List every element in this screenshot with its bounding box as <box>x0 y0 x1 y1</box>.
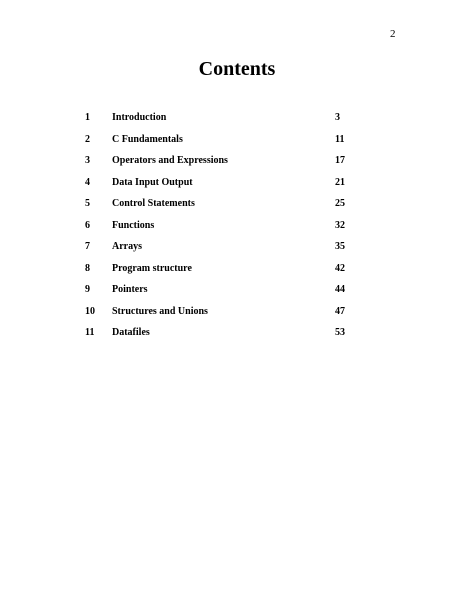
toc-entry <box>0 111 474 133</box>
chapter-title: Data Input Output <box>112 176 193 188</box>
chapter-page: 53 <box>335 327 345 338</box>
toc-entry <box>0 283 474 305</box>
toc-entry <box>0 133 474 155</box>
chapter-title: Datafiles <box>112 327 150 338</box>
chapter-number: 5 <box>85 198 90 209</box>
chapter-title: Introduction <box>112 112 167 123</box>
chapter-number: 10 <box>85 305 95 317</box>
chapter-number: 8 <box>85 262 90 274</box>
chapter-page: 25 <box>335 198 345 209</box>
chapter-number: 9 <box>85 284 90 295</box>
chapter-title: Program structure <box>112 262 192 274</box>
chapter-number: 3 <box>85 155 90 166</box>
chapter-title: Pointers <box>112 284 148 295</box>
toc-entry <box>0 326 474 348</box>
chapter-page: 35 <box>335 241 345 252</box>
toc-entry <box>0 240 474 262</box>
chapter-title: Structures and Unions <box>112 305 208 317</box>
page-title: Contents <box>198 58 276 80</box>
chapter-number: 2 <box>85 133 90 145</box>
toc-entry <box>0 305 474 327</box>
chapter-number: 1 <box>85 112 90 123</box>
toc-entry <box>0 197 474 219</box>
chapter-number: 4 <box>85 176 90 188</box>
chapter-title: Arrays <box>112 241 142 252</box>
chapter-number: 11 <box>85 327 95 338</box>
chapter-page: 47 <box>335 305 345 317</box>
chapter-number: 6 <box>85 219 90 231</box>
chapter-title: Operators and Expressions <box>112 155 228 166</box>
toc-entry <box>0 219 474 241</box>
table-of-contents <box>0 111 474 348</box>
chapter-page: 21 <box>335 176 345 188</box>
chapter-page: 32 <box>335 219 345 231</box>
chapter-title: Control Statements <box>112 198 195 209</box>
chapter-number: 7 <box>85 241 90 252</box>
toc-entry <box>0 176 474 198</box>
chapter-page: 17 <box>335 155 345 166</box>
chapter-title: Functions <box>112 219 155 231</box>
chapter-page: 11 <box>335 133 345 145</box>
chapter-title: C Fundamentals <box>112 133 183 145</box>
chapter-page: 44 <box>335 284 345 295</box>
toc-entry <box>0 262 474 284</box>
chapter-page: 42 <box>335 262 345 274</box>
chapter-page: 3 <box>335 112 340 123</box>
toc-entry <box>0 154 474 176</box>
page-number: 2 <box>390 28 396 40</box>
